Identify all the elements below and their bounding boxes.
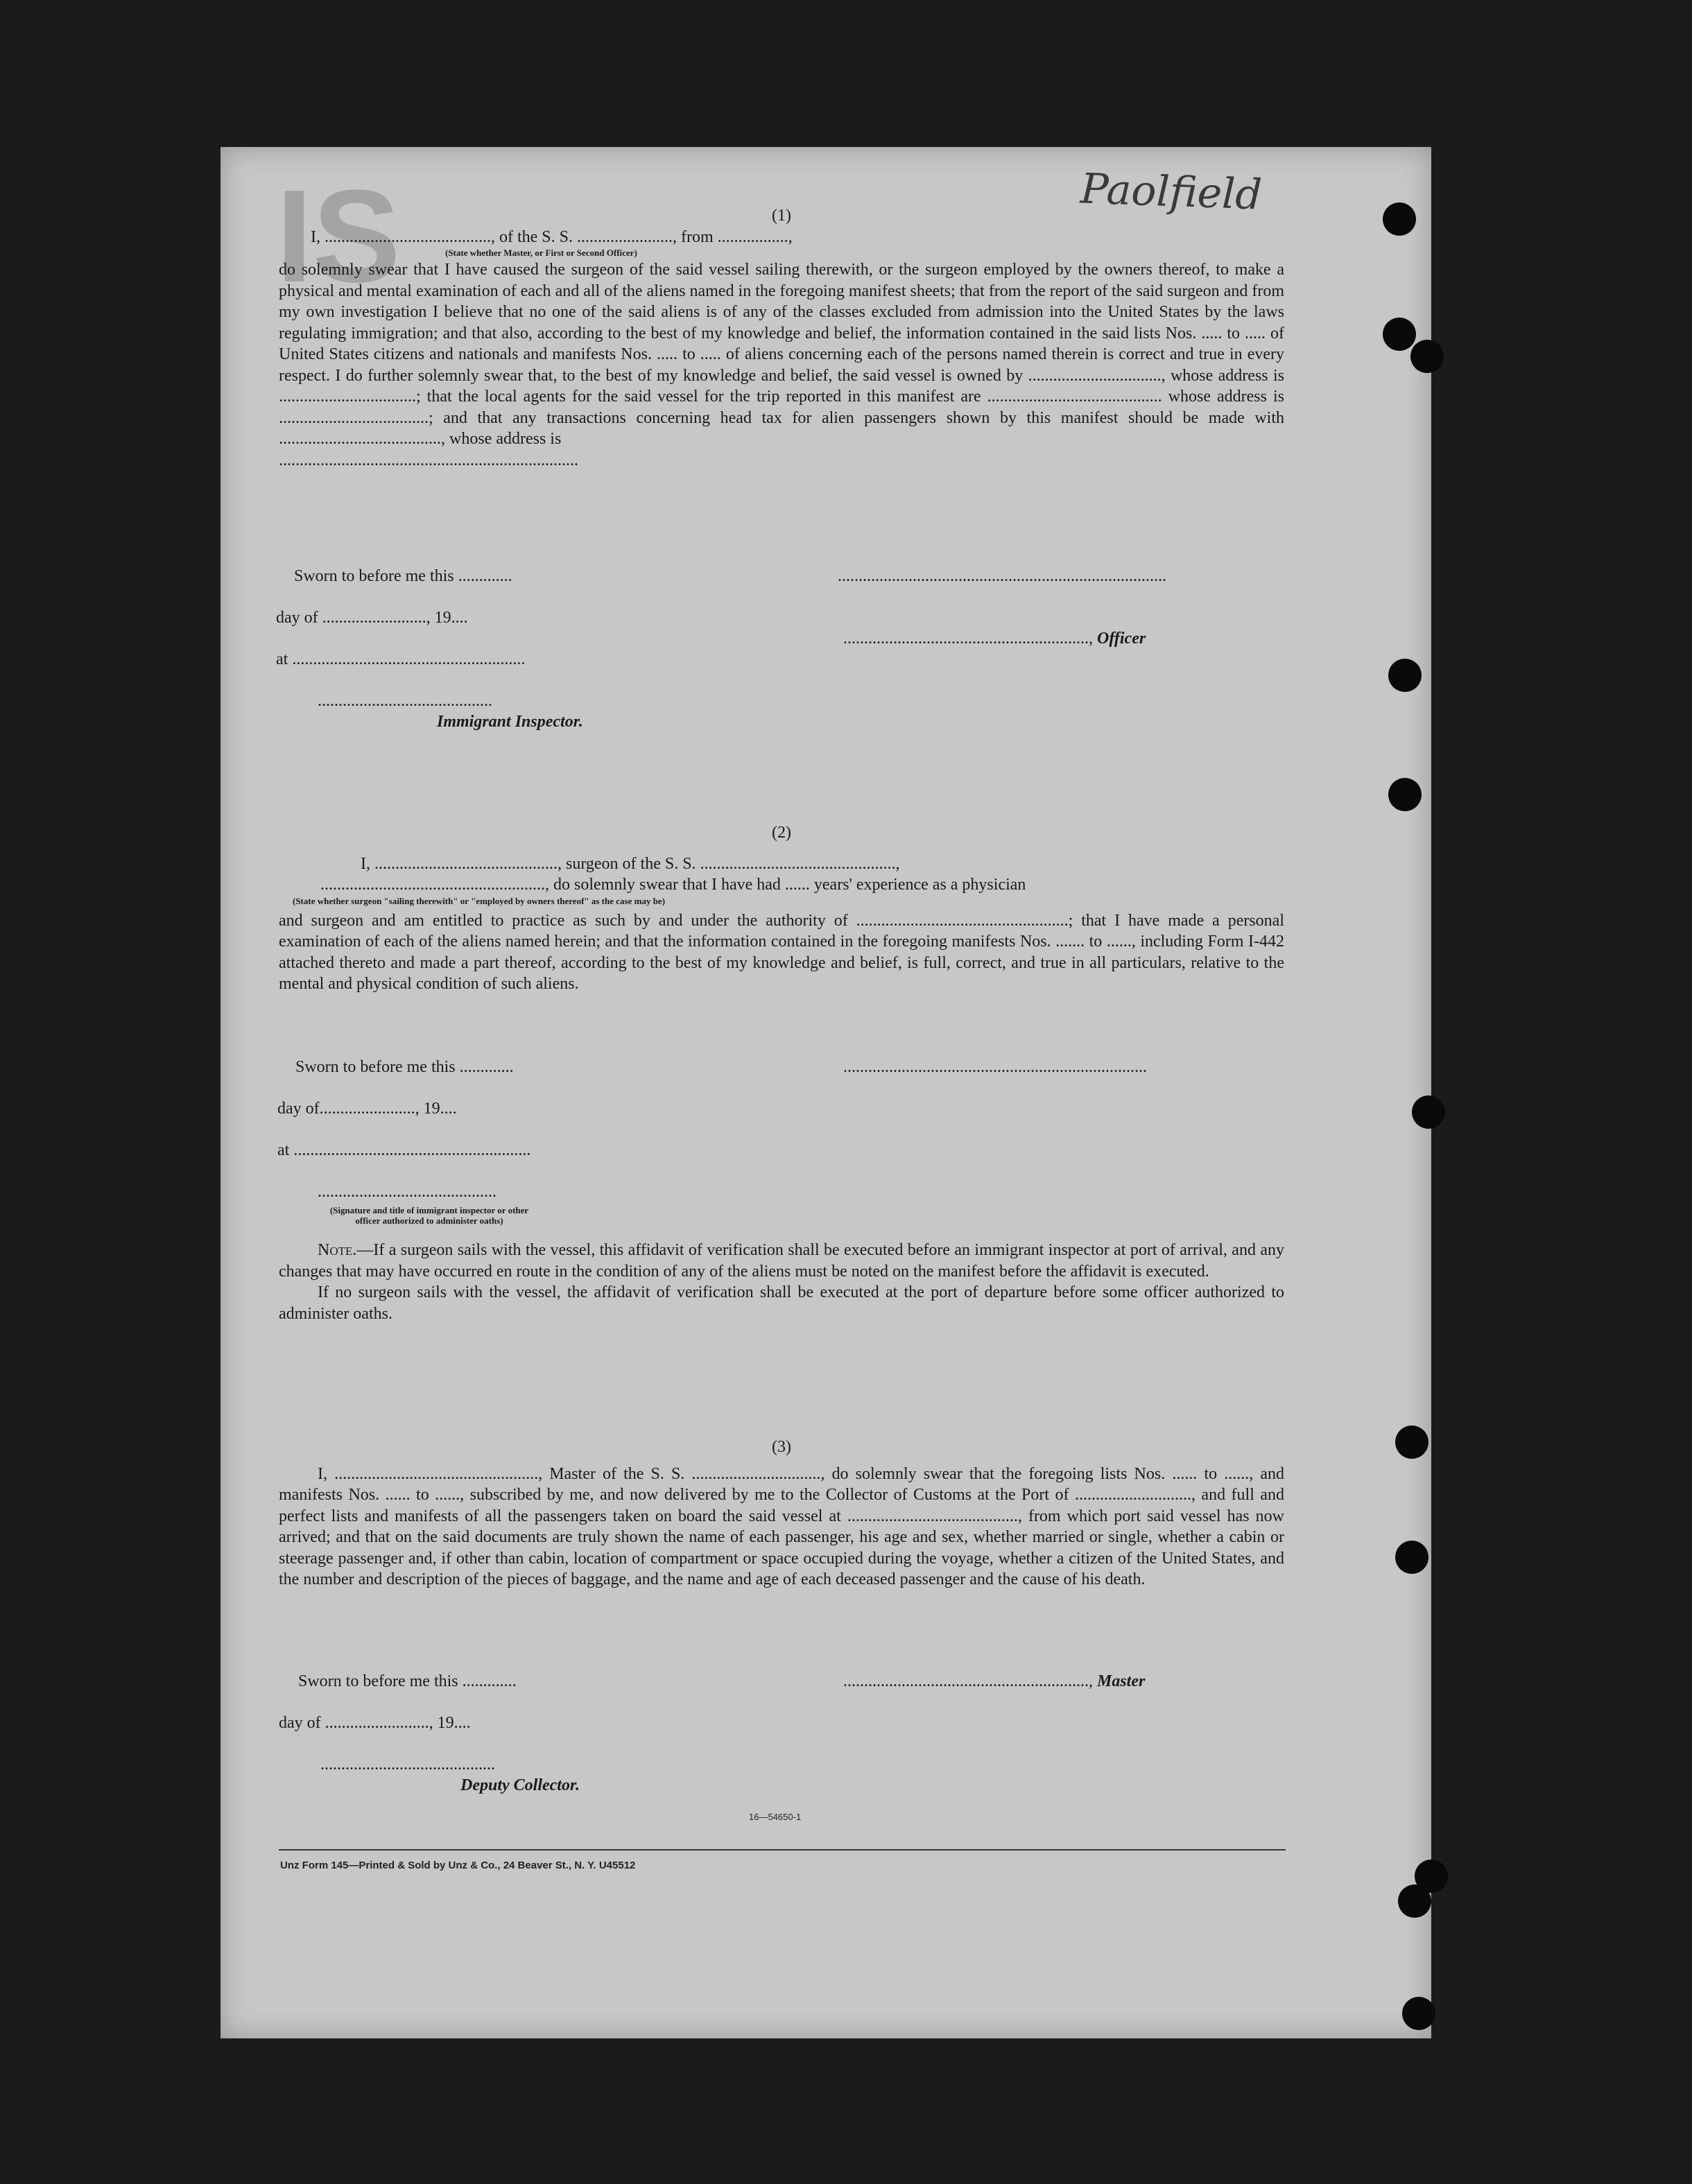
footer-rule bbox=[279, 1849, 1286, 1851]
section-2-signature-dots: ........................................... bbox=[318, 1183, 497, 1201]
section-3-master-label: Master bbox=[1097, 1672, 1146, 1690]
section-2-first-line: I, ............................................, surgeon of the S. S. ..............................................., bbox=[361, 854, 900, 873]
section-1-at-line: at ........................................................ bbox=[276, 650, 526, 668]
section-2-signature-caption: (Signature and title of immigrant inspector or other officer authorized to administer oaths) bbox=[329, 1205, 529, 1226]
section-2-second-line: ......................................................, do solemnly swear that I have had ...... years' experience as a physician bbox=[320, 876, 1026, 894]
section-2-sworn-line: Sworn to before me this ............. bbox=[295, 1058, 514, 1076]
manifest-page bbox=[221, 147, 1431, 2038]
section-1-inspector-dots: .......................................... bbox=[318, 692, 492, 710]
section-1-oath-text: do solemnly swear that I have caused the surgeon of the said vessel sailing therewith, or the surgeon employed by the owners thereof, to make a physical and mental examination of each and all of the aliens named in the foregoing manifest sheets; that from the report of the said surgeon and from my own investigation I believe that no one of the said aliens is of any of the classes excluded from admission into the United States by the laws regulating immigration; and that also, according to the best of my knowledge and belief, the information contained in the said lists Nos. ..... to ..... of United States citizens and nationals and manifests Nos. ..... to ..... of aliens concerning each of the persons named therein is correct and true in every respect. I do further solemnly swear that, to the best of my knowledge and belief, the said vessel is owned by ................................, whose address is .................................; that the local agents for the said vessel for the trip reported in this manifest are .......................................... whose address is ....................................; and that any transactions concerning head tax for alien passengers shown by this manifest should be made with ......................................., whose address is bbox=[279, 261, 1284, 448]
section-1-caption: (State whether Master, or First or Second Officer) bbox=[445, 248, 637, 258]
section-1-officer-signature bbox=[843, 630, 1146, 648]
section-1-day-line: day of ........................., 19.... bbox=[276, 609, 468, 627]
note-second-paragraph: If no surgeon sails with the vessel, the affidavit of verification shall be executed at the port of departure before some officer authorized to administer oaths. bbox=[279, 1283, 1284, 1323]
binder-hole bbox=[1412, 1095, 1445, 1129]
bleed-through-text: IS bbox=[276, 163, 401, 310]
section-3-master-dots: ..........................................................., bbox=[843, 1672, 1097, 1690]
section-2-at-line: at ......................................................... bbox=[277, 1141, 531, 1159]
section-3-collector-label: Deputy Collector. bbox=[460, 1776, 580, 1794]
binder-hole bbox=[1388, 778, 1422, 811]
binder-hole bbox=[1402, 1997, 1435, 2030]
binder-hole bbox=[1395, 1425, 1428, 1459]
section-2-day-line: day of......................., 19.... bbox=[277, 1100, 457, 1118]
binder-hole bbox=[1383, 318, 1416, 351]
binder-hole bbox=[1388, 659, 1422, 692]
section-2-caption: (State whether surgeon "sailing therewith" or "employed by owners thereof" as the case may be) bbox=[293, 895, 666, 906]
binder-hole bbox=[1383, 202, 1416, 236]
section-1-inspector-label: Immigrant Inspector. bbox=[437, 713, 583, 731]
section-1-officer-dots: ..........................................................., bbox=[843, 630, 1097, 648]
note-paragraph bbox=[279, 1240, 1284, 1282]
section-1-sworn-line: Sworn to before me this ............. bbox=[294, 567, 512, 585]
section-3-number: (3) bbox=[772, 1438, 791, 1456]
form-number: 16—54650-1 bbox=[749, 1812, 802, 1822]
section-2-signature-line: ......................................................................... bbox=[843, 1058, 1147, 1076]
note-label: Note. bbox=[318, 1241, 357, 1259]
binder-hole bbox=[1410, 340, 1444, 373]
section-3-sworn-line: Sworn to before me this ............. bbox=[298, 1672, 517, 1690]
binder-hole bbox=[1398, 1884, 1431, 1918]
section-1 bbox=[279, 205, 1284, 471]
section-3-master-signature bbox=[843, 1672, 1145, 1691]
handwritten-annotation: Paolfield bbox=[1079, 164, 1263, 220]
binder-hole bbox=[1395, 1541, 1428, 1574]
section-1-dots: ........................................................................ bbox=[279, 451, 578, 469]
section-1-first-line: I, ........................................, of the S. S. ......................., from ................., bbox=[311, 227, 793, 246]
section-1-signature-line: ............................................................................... bbox=[838, 567, 1166, 585]
section-2-number: (2) bbox=[772, 824, 791, 842]
section-1-officer-label: Officer bbox=[1097, 630, 1146, 648]
section-2-oath-text: and surgeon and am entitled to practice as such by and under the authority of ...................................................; that I have made a personal examination of each of the aliens named herein; and that the information contained in the foregoing manifests Nos. ....... to ......, including Form I-442 attached thereto and made a part thereof, according to the best of my knowledge and belief, is full, correct, and true in all particulars, relative to the mental and physical condition of such aliens. bbox=[279, 911, 1284, 993]
section-1-number: (1) bbox=[772, 207, 791, 225]
section-3-collector-dots: .......................................... bbox=[320, 1756, 495, 1774]
section-3-oath-text: I, ................................................., Master of the S. S. ..............................., do solemnly swear that the foregoing lists Nos. ...... to ......, and manifests Nos. ...... to ......, subscribed by me, and now delivered by me to the Collector of Customs at the Port of ............................, and full and perfect lists and manifests of all the passengers taken on board the said vessel at ........................................., from which port said vessel has now arrived; and that on the said documents are truly shown the name of each passenger, his age and sex, whether married or single, whether a cabin or steerage passenger and, if other than cabin, location of compartment or space occupied during the voyage, whether a citizen of the United States, and the number and description of the pieces of baggage, and the name and age of each deceased passenger and the cause of his death. bbox=[279, 1464, 1284, 1588]
section-3 bbox=[279, 1437, 1284, 1591]
section-2-note bbox=[279, 1240, 1284, 1324]
section-3-day-line: day of ........................., 19.... bbox=[279, 1714, 471, 1732]
printer-footer: Unz Form 145—Printed & Sold by Unz & Co., 24 Beaver St., N. Y. U45512 bbox=[280, 1860, 636, 1871]
note-text: —If a surgeon sails with the vessel, this affidavit of verification shall be executed before an immigrant inspector at port of arrival, and any changes that may have occurred en route in the condition of any of the aliens must be noted on the manifest before the affidavit is executed. bbox=[279, 1241, 1284, 1281]
section-2 bbox=[279, 822, 1284, 995]
